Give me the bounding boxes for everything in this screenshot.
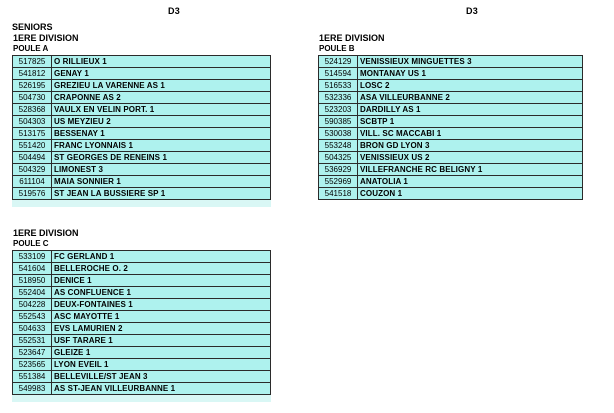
team-code: 524129 — [319, 56, 358, 68]
team-name: MONTANAY US 1 — [358, 68, 583, 80]
header-d3-right: D3 — [466, 6, 478, 16]
team-name: SCBTP 1 — [358, 116, 583, 128]
team-code: 517825 — [13, 56, 52, 68]
team-code: 504633 — [13, 323, 52, 335]
team-code: 551420 — [13, 140, 52, 152]
team-code: 549983 — [13, 383, 52, 395]
team-name: O RILLIEUX 1 — [52, 56, 271, 68]
team-code: 533109 — [13, 251, 52, 263]
team-code: 504730 — [13, 92, 52, 104]
group-poule-c — [12, 228, 271, 402]
division-title-a: 1ERE DIVISION — [13, 33, 79, 43]
team-code: 553248 — [319, 140, 358, 152]
team-name: LIMONEST 3 — [52, 164, 271, 176]
team-name: AS ST-JEAN VILLEURBANNE 1 — [52, 383, 271, 395]
table-row — [13, 152, 271, 164]
table-row — [319, 152, 583, 164]
team-code: 611104 — [13, 176, 52, 188]
table-row — [13, 371, 271, 383]
team-table-a — [12, 55, 271, 200]
division-title-b: 1ERE DIVISION — [319, 33, 385, 43]
table-row — [13, 140, 271, 152]
team-name: ST JEAN LA BUSSIERE SP 1 — [52, 188, 271, 200]
team-name: LOSC 2 — [358, 80, 583, 92]
team-code: 523647 — [13, 347, 52, 359]
table-row — [13, 176, 271, 188]
team-name: DARDILLY AS 1 — [358, 104, 583, 116]
team-code: 536929 — [319, 164, 358, 176]
header-d3-left: D3 — [168, 6, 180, 16]
table-row — [13, 188, 271, 200]
team-name: USF TARARE 1 — [52, 335, 271, 347]
table-row — [13, 347, 271, 359]
team-code: 551384 — [13, 371, 52, 383]
team-code: 504329 — [13, 164, 52, 176]
team-name: BESSENAY 1 — [52, 128, 271, 140]
team-name: DENICE 1 — [52, 275, 271, 287]
team-name: ANATOLIA 1 — [358, 176, 583, 188]
poule-title-c: POULE C — [13, 239, 49, 248]
table-row — [13, 359, 271, 371]
table-row — [13, 128, 271, 140]
team-name: GENAY 1 — [52, 68, 271, 80]
team-name: CRAPONNE AS 2 — [52, 92, 271, 104]
table-row — [319, 140, 583, 152]
team-name: LYON EVEIL 1 — [52, 359, 271, 371]
table-row — [319, 80, 583, 92]
table-row — [319, 116, 583, 128]
table-row — [13, 275, 271, 287]
team-name: ASA VILLEURBANNE 2 — [358, 92, 583, 104]
team-code: 590385 — [319, 116, 358, 128]
team-name: US MEYZIEU 2 — [52, 116, 271, 128]
team-code: 552531 — [13, 335, 52, 347]
table-row — [13, 383, 271, 395]
table-row — [13, 116, 271, 128]
team-name: MAIA SONNIER 1 — [52, 176, 271, 188]
table-tail-band-c — [12, 395, 271, 402]
team-code: 552404 — [13, 287, 52, 299]
table-row — [13, 92, 271, 104]
team-code: 541812 — [13, 68, 52, 80]
team-code: 518950 — [13, 275, 52, 287]
team-name: VENISSIEUX MINGUETTES 3 — [358, 56, 583, 68]
table-row — [319, 128, 583, 140]
table-row — [319, 104, 583, 116]
team-table-b — [318, 55, 583, 200]
team-code: 504325 — [319, 152, 358, 164]
team-code: 523203 — [319, 104, 358, 116]
team-name: ASC MAYOTTE 1 — [52, 311, 271, 323]
team-name: BELLEVILLE/ST JEAN 3 — [52, 371, 271, 383]
team-code: 528368 — [13, 104, 52, 116]
team-code: 526195 — [13, 80, 52, 92]
table-row — [13, 311, 271, 323]
team-code: 514594 — [319, 68, 358, 80]
team-name: VILLEFRANCHE RC BELIGNY 1 — [358, 164, 583, 176]
table-row — [319, 176, 583, 188]
team-code: 513175 — [13, 128, 52, 140]
poule-title-b: POULE B — [319, 44, 355, 53]
poule-title-a: POULE A — [13, 44, 49, 53]
table-row — [13, 68, 271, 80]
table-row — [13, 323, 271, 335]
team-name: VAULX EN VELIN PORT. 1 — [52, 104, 271, 116]
team-code: 552543 — [13, 311, 52, 323]
table-row — [13, 104, 271, 116]
table-row — [319, 92, 583, 104]
table-row — [13, 80, 271, 92]
team-code: 541604 — [13, 263, 52, 275]
team-code: 504303 — [13, 116, 52, 128]
team-name: AS CONFLUENCE 1 — [52, 287, 271, 299]
team-name: ST GEORGES DE RENEINS 1 — [52, 152, 271, 164]
table-row — [13, 251, 271, 263]
team-code: 552969 — [319, 176, 358, 188]
team-code: 504494 — [13, 152, 52, 164]
team-code: 541518 — [319, 188, 358, 200]
team-name: DEUX-FONTAINES 1 — [52, 299, 271, 311]
team-name: FC GERLAND 1 — [52, 251, 271, 263]
team-code: 523565 — [13, 359, 52, 371]
group-poule-a — [12, 33, 271, 207]
table-row — [13, 164, 271, 176]
team-name: EVS LAMURIEN 2 — [52, 323, 271, 335]
team-name: VILL. SC MACCABI 1 — [358, 128, 583, 140]
group-poule-b — [318, 33, 583, 200]
team-name: BELLEROCHE O. 2 — [52, 263, 271, 275]
table-row — [13, 335, 271, 347]
table-row — [13, 299, 271, 311]
team-name: BRON GD LYON 3 — [358, 140, 583, 152]
team-code: 519576 — [13, 188, 52, 200]
table-row — [13, 56, 271, 68]
team-code: 532336 — [319, 92, 358, 104]
table-row — [319, 164, 583, 176]
team-code: 530038 — [319, 128, 358, 140]
team-name: COUZON 1 — [358, 188, 583, 200]
team-name: VENISSIEUX US 2 — [358, 152, 583, 164]
team-name: FRANC LYONNAIS 1 — [52, 140, 271, 152]
division-title-c: 1ERE DIVISION — [13, 228, 79, 238]
team-code: 504228 — [13, 299, 52, 311]
team-code: 516533 — [319, 80, 358, 92]
table-row — [319, 188, 583, 200]
table-tail-band-a — [12, 200, 271, 207]
team-table-c — [12, 250, 271, 395]
team-name: GLEIZE 1 — [52, 347, 271, 359]
team-name: GREZIEU LA VARENNE AS 1 — [52, 80, 271, 92]
table-row — [13, 263, 271, 275]
table-row — [319, 68, 583, 80]
table-row — [13, 287, 271, 299]
seniors-heading: SENIORS — [12, 22, 53, 32]
table-row — [319, 56, 583, 68]
